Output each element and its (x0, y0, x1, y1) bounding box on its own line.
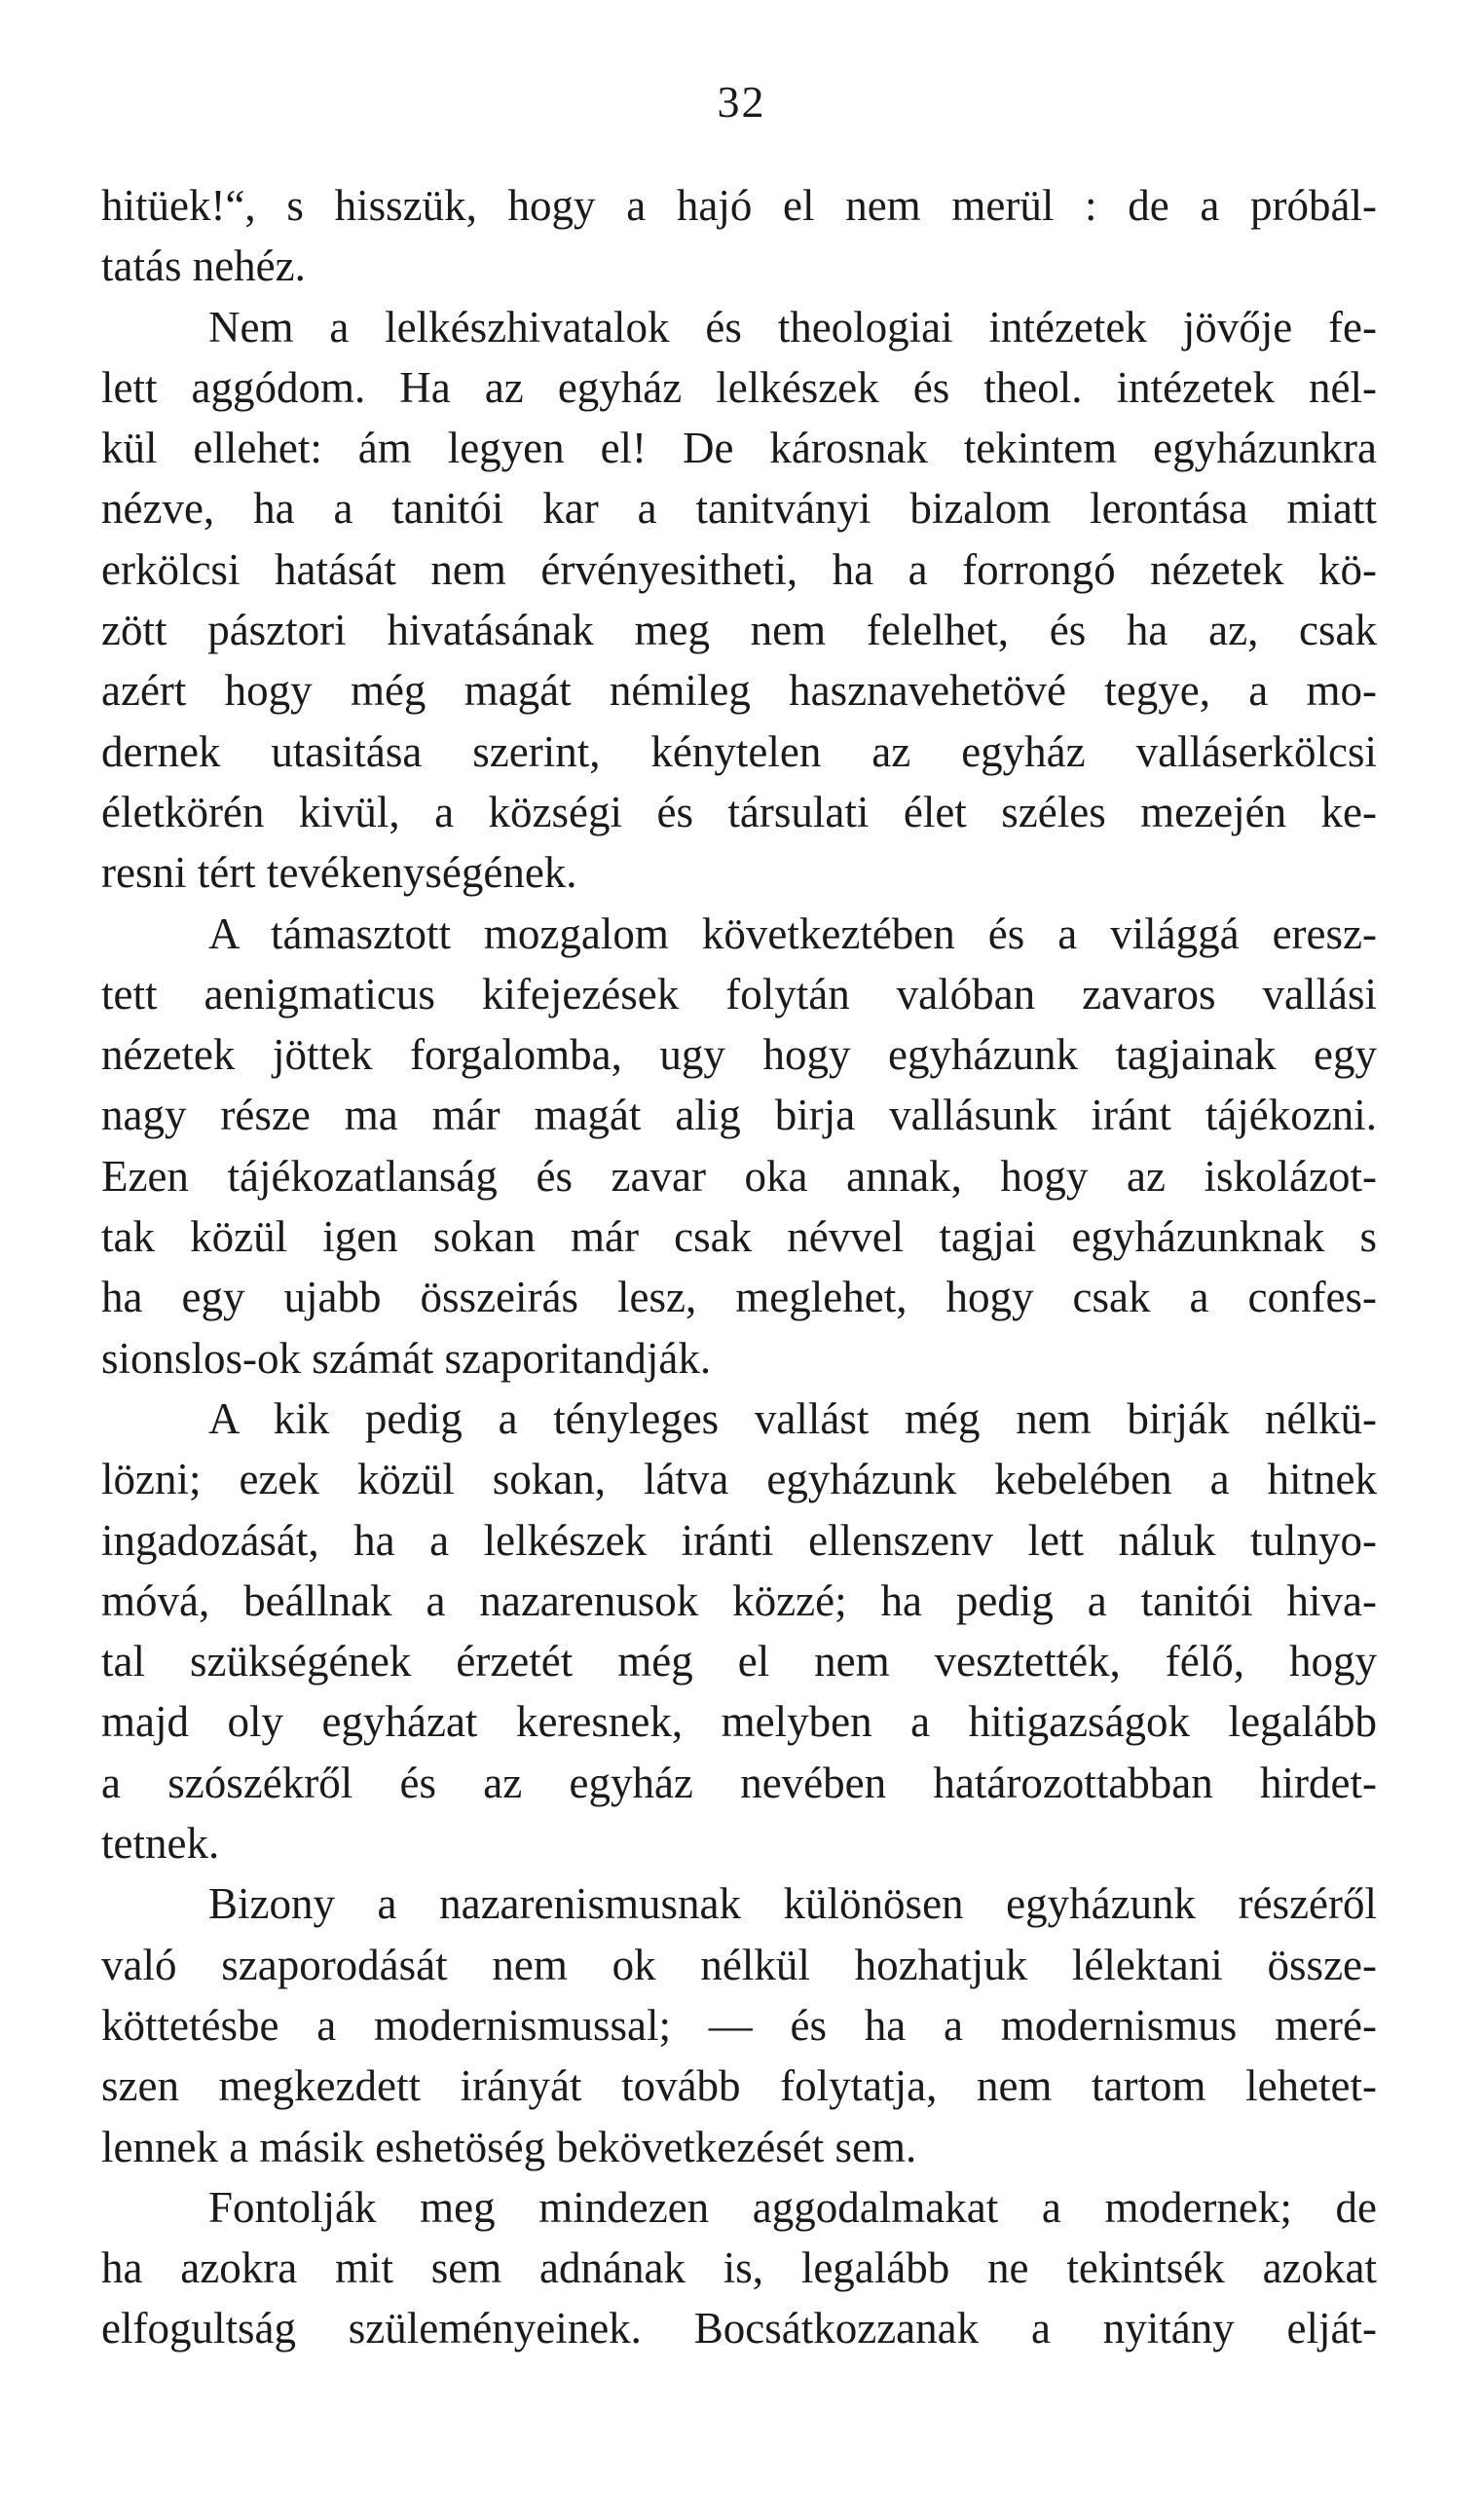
text-line: tett aenigmaticus kifejezések folytán valóban zavaros vallási (101, 969, 1377, 1019)
text-line: Fontolják meg mindezen aggodalmakat a modernek; de (208, 2182, 1377, 2232)
text-line: Nem a lelkészhivatalok és theologiai intézetek jövője fe- (208, 302, 1377, 352)
text-line: tatás nehéz. (101, 241, 306, 291)
text-line: resni tért tevékenységének. (101, 848, 577, 898)
text-line: zött pásztori hivatásának meg nem felelhet, és ha az, csak (101, 606, 1377, 655)
text-line: ha egy ujabb összeirás lesz, meglehet, hogy csak a confes- (101, 1273, 1377, 1322)
text-line: a szószékről és az egyház nevében határozottabban hirdet- (101, 1758, 1377, 1807)
text-line: köttetésbe a modernismussal; — és ha a modernismus meré- (101, 2000, 1377, 2050)
text-line: hitüek!“, s hisszük, hogy a hajó el nem merül : de a próbál- (101, 181, 1377, 230)
text-line: kül ellehet: ám legyen el! De károsnak tekintem egyházunkra (101, 424, 1377, 473)
text-line: lennek a másik eshetöség bekövetkezését sem. (101, 2122, 917, 2171)
text-line: életkörén kivül, a községi és társulati élet széles mezején ke- (101, 787, 1377, 836)
text-line: szen megkezdett irányát tovább folytatja, nem tartom lehetet- (101, 2061, 1377, 2111)
text-line: nézetek jöttek forgalomba, ugy hogy egyházunk tagjainak egy (101, 1030, 1377, 1080)
text-line: erkölcsi hatását nem érvényesitheti, ha a forrongó nézetek kö- (101, 544, 1377, 594)
text-line: Bizony a nazarenismusnak különösen egyházunk részéről (208, 1879, 1377, 1929)
text-line: nézve, ha a tanitói kar a tanitványi bizalom lerontása miatt (101, 484, 1377, 534)
page-number: 32 (717, 77, 766, 127)
text-line: ha azokra mit sem adnának is, legalább ne tekintsék azokat (101, 2243, 1377, 2293)
text-line: azért hogy még magát némileg hasznavehetövé tegye, a mo- (101, 666, 1377, 716)
text-line: elfogultság szüleményeinek. Bocsátkozzanak a nyitány elját- (101, 2304, 1377, 2353)
text-line: lözni; ezek közül sokan, látva egyházunk kebelében a hitnek (101, 1455, 1377, 1504)
text-line: Ezen tájékozatlanság és zavar oka annak, hogy az iskolázot- (101, 1151, 1377, 1201)
text-line: tak közül igen sokan már csak névvel tagjai egyházunknak s (101, 1212, 1377, 1262)
text-line: való szaporodását nem ok nélkül hozhatjuk lélektani össze- (101, 1940, 1377, 1989)
body-text (101, 175, 1377, 2359)
text-line: majd oly egyházat keresnek, melyben a hitigazságok legalább (101, 1697, 1377, 1747)
text-line: A támasztott mozgalom következtében és a világgá eresz- (208, 908, 1377, 958)
text-line: tal szükségének érzetét még el nem vesztették, félő, hogy (101, 1637, 1377, 1686)
text-line: sionslos-ok számát szaporitandják. (101, 1333, 712, 1383)
text-line: tetnek. (101, 1819, 220, 1869)
text-line: A kik pedig a tényleges vallást még nem birják nélkü- (208, 1393, 1377, 1443)
text-line: móvá, beállnak a nazarenusok közzé; ha pedig a tanitói hiva- (101, 1575, 1377, 1625)
text-line: lett aggódom. Ha az egyház lelkészek és theol. intézetek nél- (101, 362, 1377, 412)
text-line: ingadozását, ha a lelkészek iránti ellenszenv lett náluk tulnyo- (101, 1515, 1377, 1565)
text-line: nagy része ma már magát alig birja vallásunk iránt tájékozni. (101, 1091, 1377, 1140)
text-line: dernek utasitása szerint, kénytelen az egyház valláserkölcsi (101, 726, 1377, 776)
